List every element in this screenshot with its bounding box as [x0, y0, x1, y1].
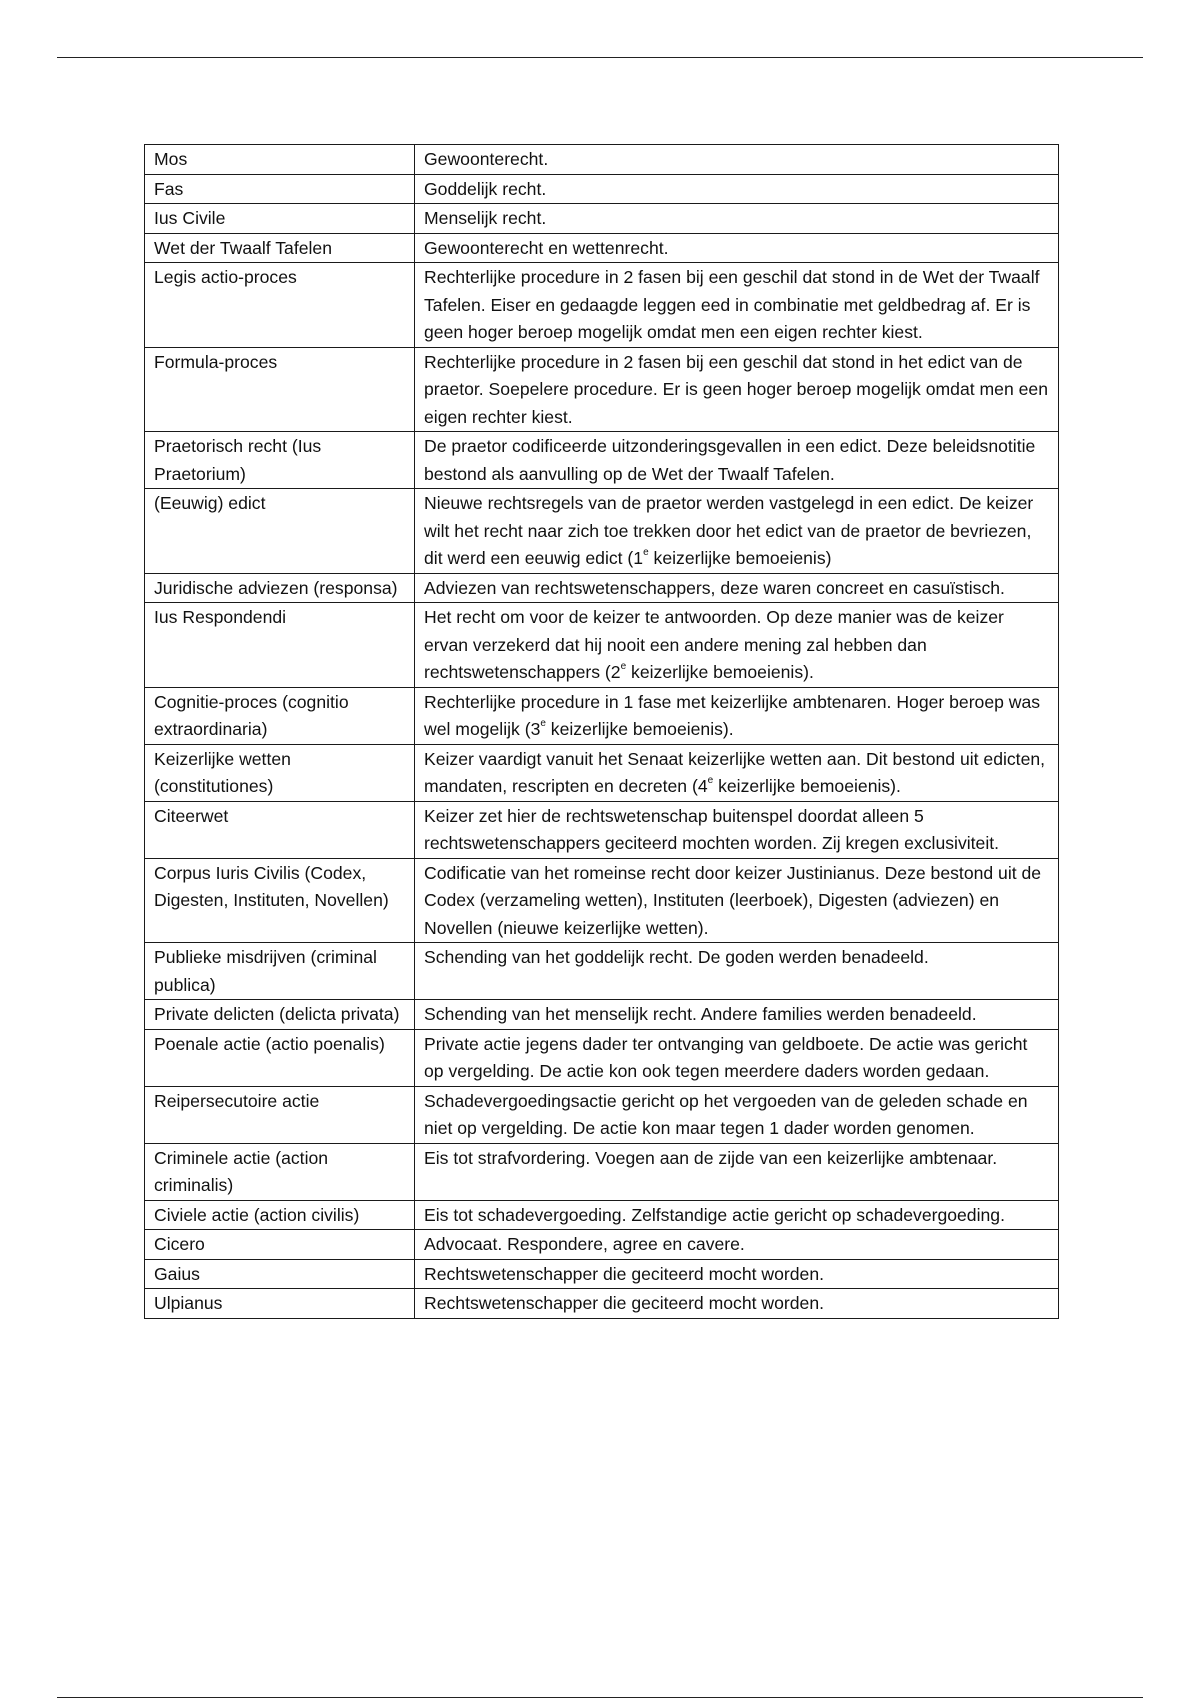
term-cell: Fas	[145, 174, 415, 204]
definition-cell: De praetor codificeerde uitzonderingsgevallen in een edict. Deze beleidsnotitie bestond als aanvulling op de Wet der Twaalf Tafelen.	[415, 432, 1059, 489]
term-cell: Formula-proces	[145, 347, 415, 432]
term-cell: Reipersecutoire actie	[145, 1086, 415, 1143]
table-row	[145, 145, 1059, 175]
definition-cell	[415, 603, 1059, 688]
table-row	[145, 432, 1059, 489]
ordinal-superscript: e	[540, 718, 546, 730]
table-row	[145, 489, 1059, 574]
term-cell: Ulpianus	[145, 1289, 415, 1319]
term-cell: Mos	[145, 145, 415, 175]
term-cell: Poenale actie (actio poenalis)	[145, 1029, 415, 1086]
definition-cell: Eis tot strafvordering. Voegen aan de zijde van een keizerlijke ambtenaar.	[415, 1143, 1059, 1200]
definition-cell: Gewoonterecht.	[415, 145, 1059, 175]
term-cell: Criminele actie (action criminalis)	[145, 1143, 415, 1200]
term-cell: Praetorisch recht (Ius Praetorium)	[145, 432, 415, 489]
term-cell: Cognitie-proces (cognitio extraordinaria)	[145, 687, 415, 744]
table-row	[145, 1200, 1059, 1230]
table-row	[145, 1230, 1059, 1260]
definition-cell: Advocaat. Respondere, agree en cavere.	[415, 1230, 1059, 1260]
definition-cell: Rechtswetenschapper die geciteerd mocht worden.	[415, 1289, 1059, 1319]
glossary-body	[145, 145, 1059, 1319]
definition-cell: Goddelijk recht.	[415, 174, 1059, 204]
definition-text: Nieuwe rechtsregels van de praetor werden vastgelegd in een edict. De keizer wilt het recht naar zich toe trekken door het edict van de praetor de bevriezen, dit werd een eeuwig edict (1	[424, 493, 1034, 568]
table-row	[145, 1029, 1059, 1086]
table-row	[145, 204, 1059, 234]
table-row	[145, 744, 1059, 801]
header-rule	[57, 57, 1143, 58]
definition-cell: Rechterlijke procedure in 2 fasen bij een geschil dat stond in het edict van de praetor. Soepelere procedure. Er is geen hoger beroep mogelijk omdat men een eigen rechter kiest.	[415, 347, 1059, 432]
table-row	[145, 603, 1059, 688]
table-row	[145, 347, 1059, 432]
definition-cell: Adviezen van rechtswetenschappers, deze waren concreet en casuïstisch.	[415, 573, 1059, 603]
term-cell: Cicero	[145, 1230, 415, 1260]
term-cell: Keizerlijke wetten (constitutiones)	[145, 744, 415, 801]
definition-cell: Codificatie van het romeinse recht door keizer Justinianus. Deze bestond uit de Codex (verzameling wetten), Instituten (leerboek), Digesten (adviezen) en Novellen (nieuwe keizerlijke wetten).	[415, 858, 1059, 943]
definition-cell: Rechtswetenschapper die geciteerd mocht worden.	[415, 1259, 1059, 1289]
table-row	[145, 1000, 1059, 1030]
definition-cell: Schadevergoedingsactie gericht op het vergoeden van de geleden schade en niet op vergelding. De actie kon maar tegen 1 dader worden genomen.	[415, 1086, 1059, 1143]
term-cell: Juridische adviezen (responsa)	[145, 573, 415, 603]
definition-cell: Gewoonterecht en wettenrecht.	[415, 233, 1059, 263]
definition-cell: Schending van het goddelijk recht. De goden werden benadeeld.	[415, 943, 1059, 1000]
glossary-table	[144, 144, 1059, 1319]
definition-cell	[415, 687, 1059, 744]
term-cell: Civiele actie (action civilis)	[145, 1200, 415, 1230]
footer-rule	[57, 1697, 1143, 1698]
definition-cell: Rechterlijke procedure in 2 fasen bij een geschil dat stond in de Wet der Twaalf Tafelen. Eiser en gedaagde leggen eed in combinatie met geldbedrag af. Er is geen hoger beroep mogelijk omdat men een eigen rechter kiest.	[415, 263, 1059, 348]
definition-text: Rechterlijke procedure in 1 fase met keizerlijke ambtenaren. Hoger beroep was wel mogelijk (3	[424, 691, 1041, 739]
definition-text: Keizer vaardigt vanuit het Senaat keizerlijke wetten aan. Dit bestond uit edicten, mandaten, rescripten en decreten (4	[424, 748, 1046, 796]
term-cell: Wet der Twaalf Tafelen	[145, 233, 415, 263]
term-cell: Gaius	[145, 1259, 415, 1289]
table-row	[145, 233, 1059, 263]
definition-cell: Keizer zet hier de rechtswetenschap buitenspel doordat alleen 5 rechtswetenschappers geciteerd mochten worden. Zij kregen exclusiviteit.	[415, 801, 1059, 858]
term-cell: (Eeuwig) edict	[145, 489, 415, 574]
definition-text-end: keizerlijke bemoeienis).	[713, 776, 901, 796]
definition-text-end: keizerlijke bemoeienis).	[545, 719, 734, 739]
table-row	[145, 1259, 1059, 1289]
table-row	[145, 943, 1059, 1000]
term-cell: Citeerwet	[145, 801, 415, 858]
table-row	[145, 1143, 1059, 1200]
definition-cell: Eis tot schadevergoeding. Zelfstandige actie gericht op schadevergoeding.	[415, 1200, 1059, 1230]
term-cell: Legis actio-proces	[145, 263, 415, 348]
definition-cell: Private actie jegens dader ter ontvanging van geldboete. De actie was gericht op vergelding. De actie kon ook tegen meerdere daders worden gedaan.	[415, 1029, 1059, 1086]
ordinal-superscript: e	[643, 547, 649, 559]
definition-cell	[415, 489, 1059, 574]
ordinal-superscript: e	[707, 775, 714, 787]
term-cell: Ius Civile	[145, 204, 415, 234]
table-row	[145, 174, 1059, 204]
table-row	[145, 801, 1059, 858]
table-row	[145, 1289, 1059, 1319]
table-row	[145, 573, 1059, 603]
table-row	[145, 263, 1059, 348]
definition-cell	[415, 744, 1059, 801]
term-cell: Private delicten (delicta privata)	[145, 1000, 415, 1030]
ordinal-superscript: e	[620, 661, 627, 673]
definition-text-end: keizerlijke bemoeienis).	[626, 662, 814, 682]
table-row	[145, 687, 1059, 744]
definition-text-end: keizerlijke bemoeienis)	[648, 548, 832, 568]
table-row	[145, 1086, 1059, 1143]
definition-cell: Menselijk recht.	[415, 204, 1059, 234]
term-cell: Publieke misdrijven (criminal publica)	[145, 943, 415, 1000]
term-cell: Corpus Iuris Civilis (Codex, Digesten, Instituten, Novellen)	[145, 858, 415, 943]
table-row	[145, 858, 1059, 943]
definition-text: Het recht om voor de keizer te antwoorden. Op deze manier was de keizer ervan verzekerd dat hij nooit een andere mening zal hebben dan rechtswetenschappers (2	[424, 607, 1004, 682]
term-cell: Ius Respondendi	[145, 603, 415, 688]
definition-cell: Schending van het menselijk recht. Andere families werden benadeeld.	[415, 1000, 1059, 1030]
